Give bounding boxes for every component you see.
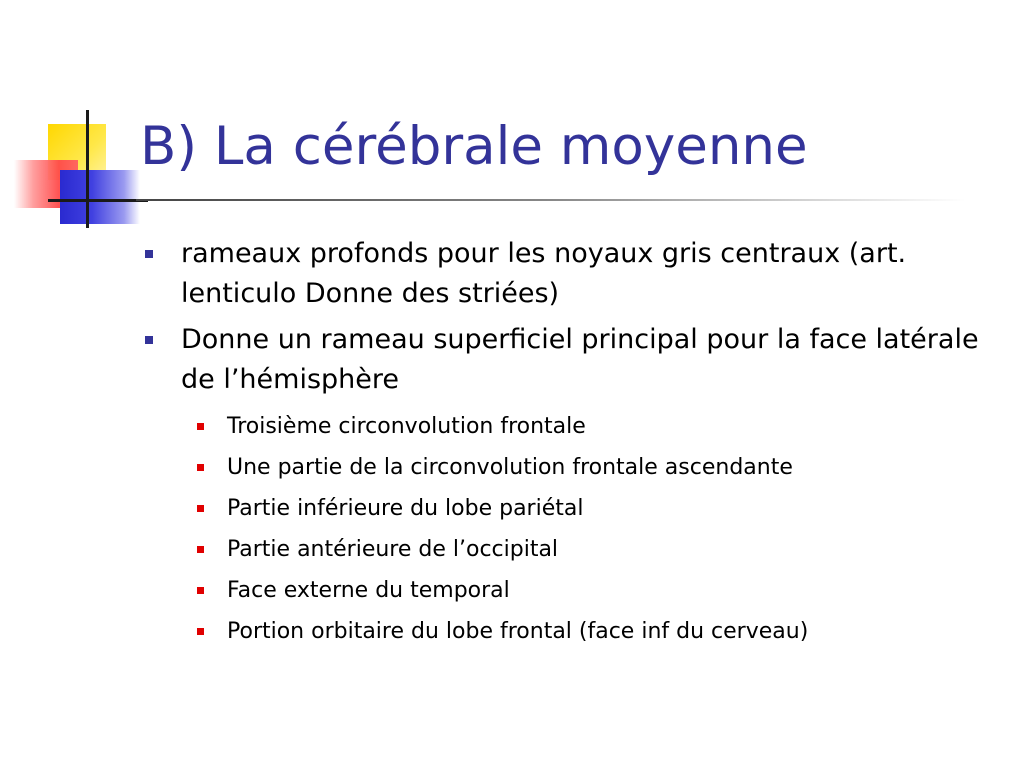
sub-bullet-item bbox=[145, 488, 995, 529]
sub-bullet-text: Partie inférieure du lobe pariétal bbox=[227, 496, 584, 521]
sub-bullet-item bbox=[145, 529, 995, 570]
sub-bullet-text: Face externe du temporal bbox=[227, 578, 510, 603]
sub-bullet-item bbox=[145, 570, 995, 611]
corner-decoration bbox=[0, 0, 160, 240]
square-bullet-icon bbox=[145, 336, 153, 344]
sub-bullet-list bbox=[145, 406, 995, 652]
red-square-bullet-icon bbox=[197, 423, 204, 430]
blue-square-decoration bbox=[60, 170, 140, 224]
bullet-text: Donne un rameau superficiel principal pour la face latérale de l’hémisphère bbox=[181, 324, 979, 395]
slide-title: B) La cérébrale moyenne bbox=[140, 116, 808, 177]
bullet-text: rameaux profonds pour les noyaux gris centraux (art. lenticulo Donne des striées) bbox=[181, 238, 907, 309]
sub-bullet-text: Portion orbitaire du lobe frontal (face inf du cerveau) bbox=[227, 619, 809, 644]
horizontal-line-decoration bbox=[48, 199, 148, 202]
red-square-bullet-icon bbox=[197, 587, 204, 594]
slide-content bbox=[145, 234, 995, 652]
bullet-item bbox=[145, 320, 995, 400]
sub-bullet-text: Troisième circonvolution frontale bbox=[227, 414, 586, 439]
red-square-bullet-icon bbox=[197, 546, 204, 553]
vertical-line-decoration bbox=[86, 110, 89, 228]
red-square-bullet-icon bbox=[197, 628, 204, 635]
title-underline bbox=[136, 199, 966, 201]
sub-bullet-item bbox=[145, 406, 995, 447]
sub-bullet-item bbox=[145, 611, 995, 652]
sub-bullet-item bbox=[145, 447, 995, 488]
red-square-bullet-icon bbox=[197, 464, 204, 471]
square-bullet-icon bbox=[145, 250, 153, 258]
bullet-item bbox=[145, 234, 995, 314]
red-square-bullet-icon bbox=[197, 505, 204, 512]
sub-bullet-text: Une partie de la circonvolution frontale ascendante bbox=[227, 455, 793, 480]
sub-bullet-text: Partie antérieure de l’occipital bbox=[227, 537, 559, 562]
